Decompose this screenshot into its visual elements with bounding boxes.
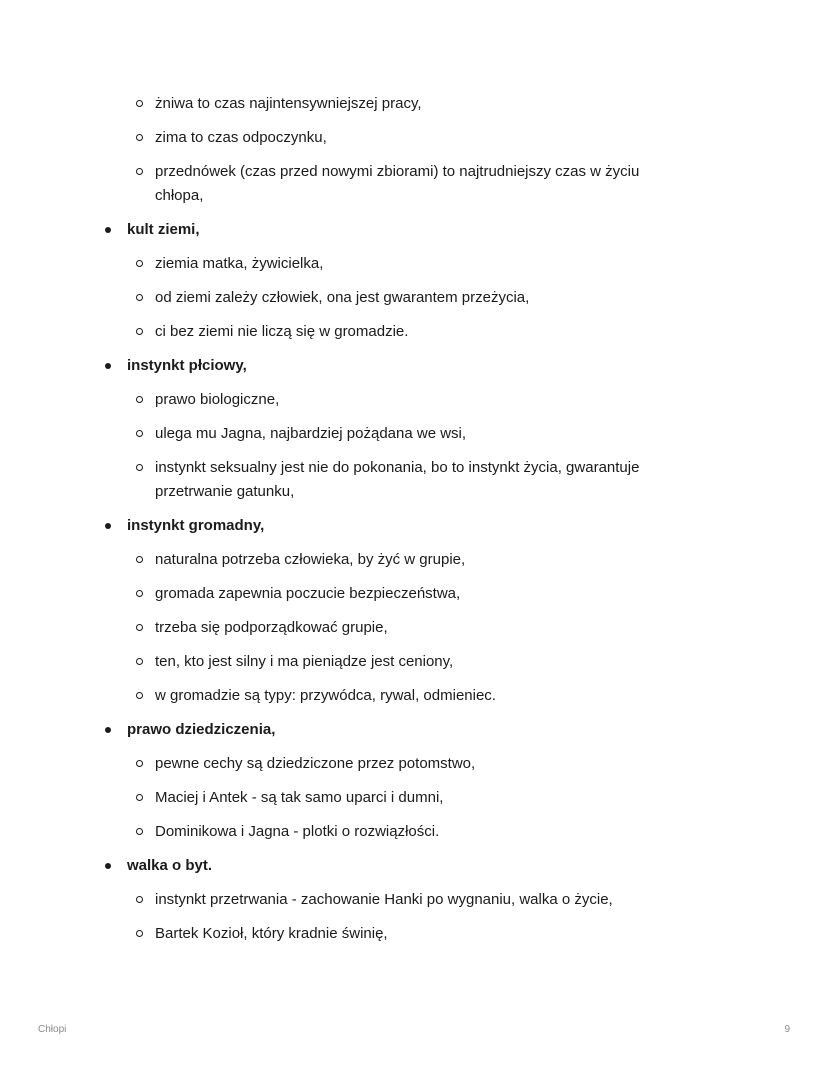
- list-item-sub: [105, 388, 691, 412]
- list-item-main: [105, 218, 691, 242]
- list-item-text: prawo biologiczne,: [155, 391, 280, 408]
- list-item-text: ziemia matka, żywicielka,: [155, 255, 324, 272]
- open-circle-bullet-icon: [136, 684, 155, 699]
- list-item-text: naturalna potrzeba człowieka, by żyć w grupie,: [155, 551, 466, 568]
- document-content: [105, 92, 691, 956]
- list-item-text: trzeba się podporządkować grupie,: [155, 619, 388, 636]
- open-circle-bullet-icon: [136, 752, 155, 767]
- list-item-text: prawo dziedziczenia,: [127, 721, 276, 738]
- list-item-main: [105, 718, 691, 742]
- open-circle-bullet-icon: [136, 456, 155, 471]
- footer-page-number: 9: [784, 1024, 790, 1035]
- list-item-text: Bartek Kozioł, który kradnie świnię,: [155, 925, 388, 942]
- list-item-sub: [105, 92, 691, 116]
- open-circle-bullet-icon: [136, 582, 155, 597]
- open-circle-bullet-icon: [136, 286, 155, 301]
- open-circle-bullet-icon: [136, 786, 155, 801]
- open-circle-bullet-icon: [136, 650, 155, 665]
- list-item-sub: [105, 820, 691, 844]
- open-circle-bullet-icon: [136, 388, 155, 403]
- list-item-sub: [105, 286, 691, 310]
- list-item-sub: [105, 252, 691, 276]
- open-circle-bullet-icon: [136, 548, 155, 563]
- list-item-sub: [105, 684, 691, 708]
- list-item-sub: [105, 456, 691, 504]
- list-item-sub: [105, 650, 691, 674]
- open-circle-bullet-icon: [136, 922, 155, 937]
- list-item-sub: [105, 582, 691, 606]
- filled-bullet-icon: [105, 514, 127, 529]
- filled-bullet-icon: [105, 354, 127, 369]
- list-item-sub: [105, 752, 691, 776]
- list-item-text: gromada zapewnia poczucie bezpieczeństwa,: [155, 585, 461, 602]
- list-item-text: Dominikowa i Jagna - plotki o rozwiązłości.: [155, 823, 440, 840]
- filled-bullet-icon: [105, 854, 127, 869]
- list-item-text: od ziemi zależy człowiek, ona jest gwarantem przeżycia,: [155, 289, 530, 306]
- list-item-sub: [105, 888, 691, 912]
- list-item-text: instynkt seksualny jest nie do pokonania, bo to instynkt życia, gwarantuje przetrwanie gatunku,: [155, 459, 640, 500]
- page-footer: [38, 1024, 790, 1035]
- list-item-sub: [105, 548, 691, 572]
- list-item-sub: [105, 320, 691, 344]
- list-item-main: [105, 854, 691, 878]
- open-circle-bullet-icon: [136, 252, 155, 267]
- list-item-sub: [105, 616, 691, 640]
- open-circle-bullet-icon: [136, 320, 155, 335]
- filled-bullet-icon: [105, 218, 127, 233]
- list-item-text: walka o byt.: [127, 857, 213, 874]
- open-circle-bullet-icon: [136, 126, 155, 141]
- open-circle-bullet-icon: [136, 888, 155, 903]
- open-circle-bullet-icon: [136, 422, 155, 437]
- open-circle-bullet-icon: [136, 92, 155, 107]
- list-item-text: pewne cechy są dziedziczone przez potomstwo,: [155, 755, 476, 772]
- list-item-sub: [105, 922, 691, 946]
- list-item-main: [105, 514, 691, 538]
- list-item-text: Maciej i Antek - są tak samo uparci i dumni,: [155, 789, 444, 806]
- open-circle-bullet-icon: [136, 820, 155, 835]
- list-item-text: ulega mu Jagna, najbardziej pożądana we wsi,: [155, 425, 467, 442]
- list-item-sub: [105, 126, 691, 150]
- list-item-sub: [105, 786, 691, 810]
- open-circle-bullet-icon: [136, 160, 155, 175]
- footer-document-title: Chłopi: [38, 1024, 67, 1035]
- list-item-main: [105, 354, 691, 378]
- list-item-text: instynkt przetrwania - zachowanie Hanki po wygnaniu, walka o życie,: [155, 891, 613, 908]
- list-item-sub: [105, 160, 691, 208]
- filled-bullet-icon: [105, 718, 127, 733]
- list-item-text: kult ziemi,: [127, 221, 200, 238]
- list-item-text: przednówek (czas przed nowymi zbiorami) to najtrudniejszy czas w życiu chłopa,: [155, 163, 640, 204]
- list-item-sub: [105, 422, 691, 446]
- open-circle-bullet-icon: [136, 616, 155, 631]
- list-item-text: zima to czas odpoczynku,: [155, 129, 327, 146]
- list-item-text: instynkt gromadny,: [127, 517, 265, 534]
- list-item-text: w gromadzie są typy: przywódca, rywal, odmieniec.: [155, 687, 496, 704]
- list-item-text: instynkt płciowy,: [127, 357, 247, 374]
- list-item-text: ten, kto jest silny i ma pieniądze jest ceniony,: [155, 653, 454, 670]
- list-item-text: żniwa to czas najintensywniejszej pracy,: [155, 95, 422, 112]
- list-item-text: ci bez ziemi nie liczą się w gromadzie.: [155, 323, 409, 340]
